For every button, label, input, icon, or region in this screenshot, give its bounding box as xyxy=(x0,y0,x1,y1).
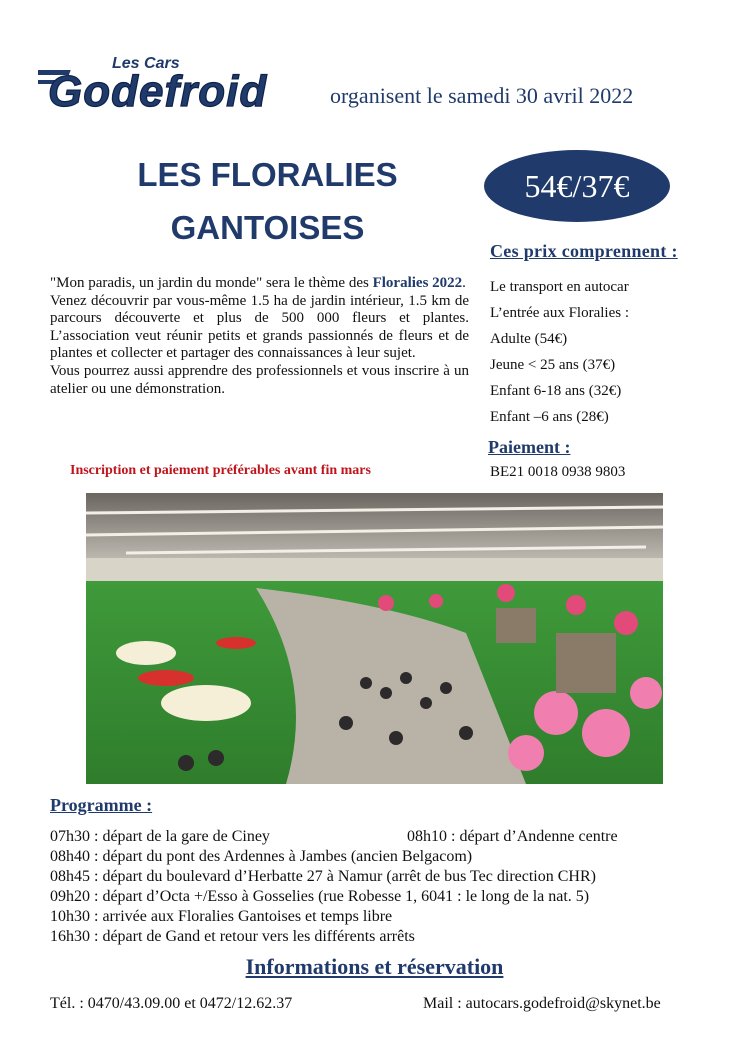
title-line-1: LES FLORALIES xyxy=(137,156,398,193)
schedule-row xyxy=(50,847,596,867)
includes-item: Enfant –6 ans (28€) xyxy=(490,409,609,425)
includes-item: Enfant 6-18 ans (32€) xyxy=(490,383,622,399)
includes-item: L’entrée aux Floralies : xyxy=(490,305,629,321)
description-paragraph-1 xyxy=(50,275,469,293)
logo-text-top: Les Cars xyxy=(112,55,180,72)
description-text: "Mon paradis, un jardin du monde" sera le thème des xyxy=(50,275,373,291)
description-paragraph-3: Vous pourrez aussi apprendre des professionnels et vous inscrire à un atelier ou une démonstration. xyxy=(50,362,469,397)
payment-heading: Paiement : xyxy=(488,437,571,457)
schedule-entry: 09h20 : départ d’Octa +/Esso à Gosselies (rue Robesse 1, 6041 : le long de la nat. 5) xyxy=(50,888,590,905)
schedule-row xyxy=(50,907,596,927)
schedule-entry: 10h30 : arrivée aux Floralies Gantoises et temps libre xyxy=(50,908,393,925)
title-line-2: GANTOISES xyxy=(170,209,365,246)
page-title xyxy=(90,148,445,254)
includes-item: Le transport en autocar xyxy=(490,279,629,295)
schedule-row xyxy=(50,927,596,947)
includes-item: Jeune < 25 ans (37€) xyxy=(490,357,616,373)
registration-notice: Inscription et paiement préférables avant fin mars xyxy=(70,463,371,478)
schedule-row xyxy=(50,867,596,887)
includes-heading: Ces prix comprennent : xyxy=(490,241,678,261)
schedule-entry: 08h45 : départ du boulevard d’Herbatte 27 à Namur (arrêt de bus Tec direction CHR) xyxy=(50,868,596,885)
phone-contact: Tél. : 0470/43.09.00 et 0472/12.62.37 xyxy=(50,995,293,1012)
schedule-entry: 08h40 : départ du pont des Ardennes à Jambes (ancien Belgacom) xyxy=(50,848,473,865)
iban-number: BE21 0018 0938 9803 xyxy=(490,464,626,480)
event-date-tagline: organisent le samedi 30 avril 2022 xyxy=(330,83,634,108)
info-heading: Informations et réservation xyxy=(245,954,504,979)
programme-heading: Programme : xyxy=(50,795,153,815)
programme-schedule xyxy=(50,827,618,947)
exhibition-hall-image xyxy=(86,493,663,784)
includes-item: Adulte (54€) xyxy=(490,331,568,347)
logo-graphic xyxy=(38,50,328,120)
logo-text-main: Godefroid xyxy=(48,67,268,116)
includes-list xyxy=(490,274,629,430)
price-badge: 54€/37€ xyxy=(484,150,670,222)
schedule-entry: 16h30 : départ de Gand et retour vers les différents arrêts xyxy=(50,928,415,945)
schedule-entry: 07h30 : départ de la gare de Ciney xyxy=(50,828,270,845)
company-logo xyxy=(38,50,328,120)
schedule-row xyxy=(50,887,596,907)
floralies-photo xyxy=(86,493,663,784)
schedule-row xyxy=(50,827,618,847)
floralies-highlight: Floralies 2022 xyxy=(372,275,463,291)
description-text: . xyxy=(462,275,466,291)
description-paragraph-2: Venez découvrir par vous-même 1.5 ha de jardin intérieur, 1.5 km de parcours découverte et plus de 500 000 fleurs et plantes. L’association veut réunir petits et grands passionnés de fleurs et de plantes et collecter et partager des connaissances à leur sujet. xyxy=(50,292,469,362)
email-contact[interactable]: Mail : autocars.godefroid@skynet.be xyxy=(423,995,661,1012)
event-description xyxy=(50,275,469,398)
schedule-entry: 08h10 : départ d’Andenne centre xyxy=(407,828,618,845)
